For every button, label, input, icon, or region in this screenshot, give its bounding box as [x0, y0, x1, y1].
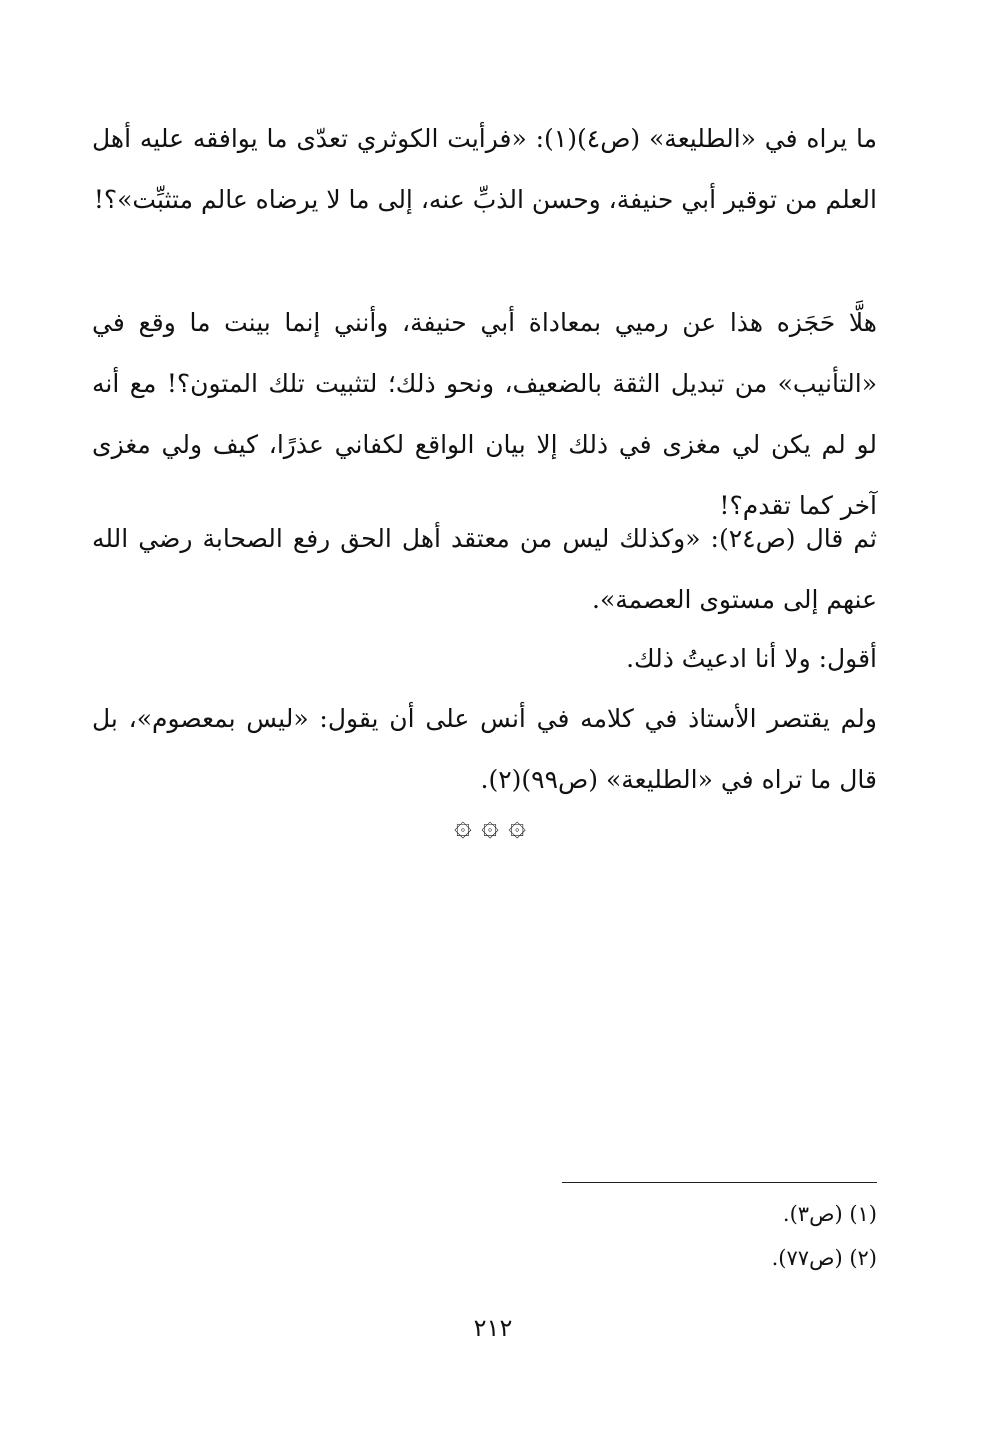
paragraph-4-text: أقول: ولا أنا ادعيتُ ذلك.	[626, 644, 877, 673]
footnote-2: (٢) (ص٧٧).	[771, 1246, 877, 1270]
paragraph-reply	[92, 628, 877, 689]
paragraph-continuation	[92, 108, 877, 230]
footnote-1: (١) (ص٣).	[782, 1202, 877, 1226]
paragraph-anas	[92, 688, 877, 810]
page-number: ٢١٢	[473, 1314, 513, 1342]
paragraph-rebuttal	[92, 292, 877, 536]
paragraph-3-text: ثم قال (ص٢٤): «وكذلك ليس من معتقد أهل الحق رفع الصحابة رضي الله عنهم إلى مستوى العصمة».	[92, 524, 877, 614]
section-divider-ornament: ۞ ۞ ۞	[454, 808, 526, 843]
paragraph-2-text: هلَّا حَجَزه هذا عن رميي بمعاداة أبي حنيفة، وأنني إنما بينت ما وقع في «التأنيب» من تبديل الثقة بالضعيف، ونحو ذلك؛ لتثبيت تلك المتون؟! مع أنه لو لم يكن لي مغزى في ذلك إلا بيان الواقع لكفاني عذرًا، كيف ولي مغزى آخر كما تقدم؟!	[92, 308, 877, 520]
paragraph-quote	[92, 508, 877, 630]
footnotes	[560, 1192, 877, 1280]
footnote-separator-line	[562, 1182, 877, 1183]
paragraph-1-text: ما يراه في «الطليعة» (ص٤)(١): «فرأيت الكوثري تعدّى ما يوافقه عليه أهل العلم من توقير أبي حنيفة، وحسن الذبِّ عنه، إلى ما لا يرضاه عالم متثبِّت»؟!	[92, 124, 878, 214]
paragraph-5-text: ولم يقتصر الأستاذ في كلامه في أنس على أن يقول: «ليس بمعصوم»، بل قال ما تراه في «الطليعة» (ص٩٩)(٢).	[92, 704, 877, 794]
